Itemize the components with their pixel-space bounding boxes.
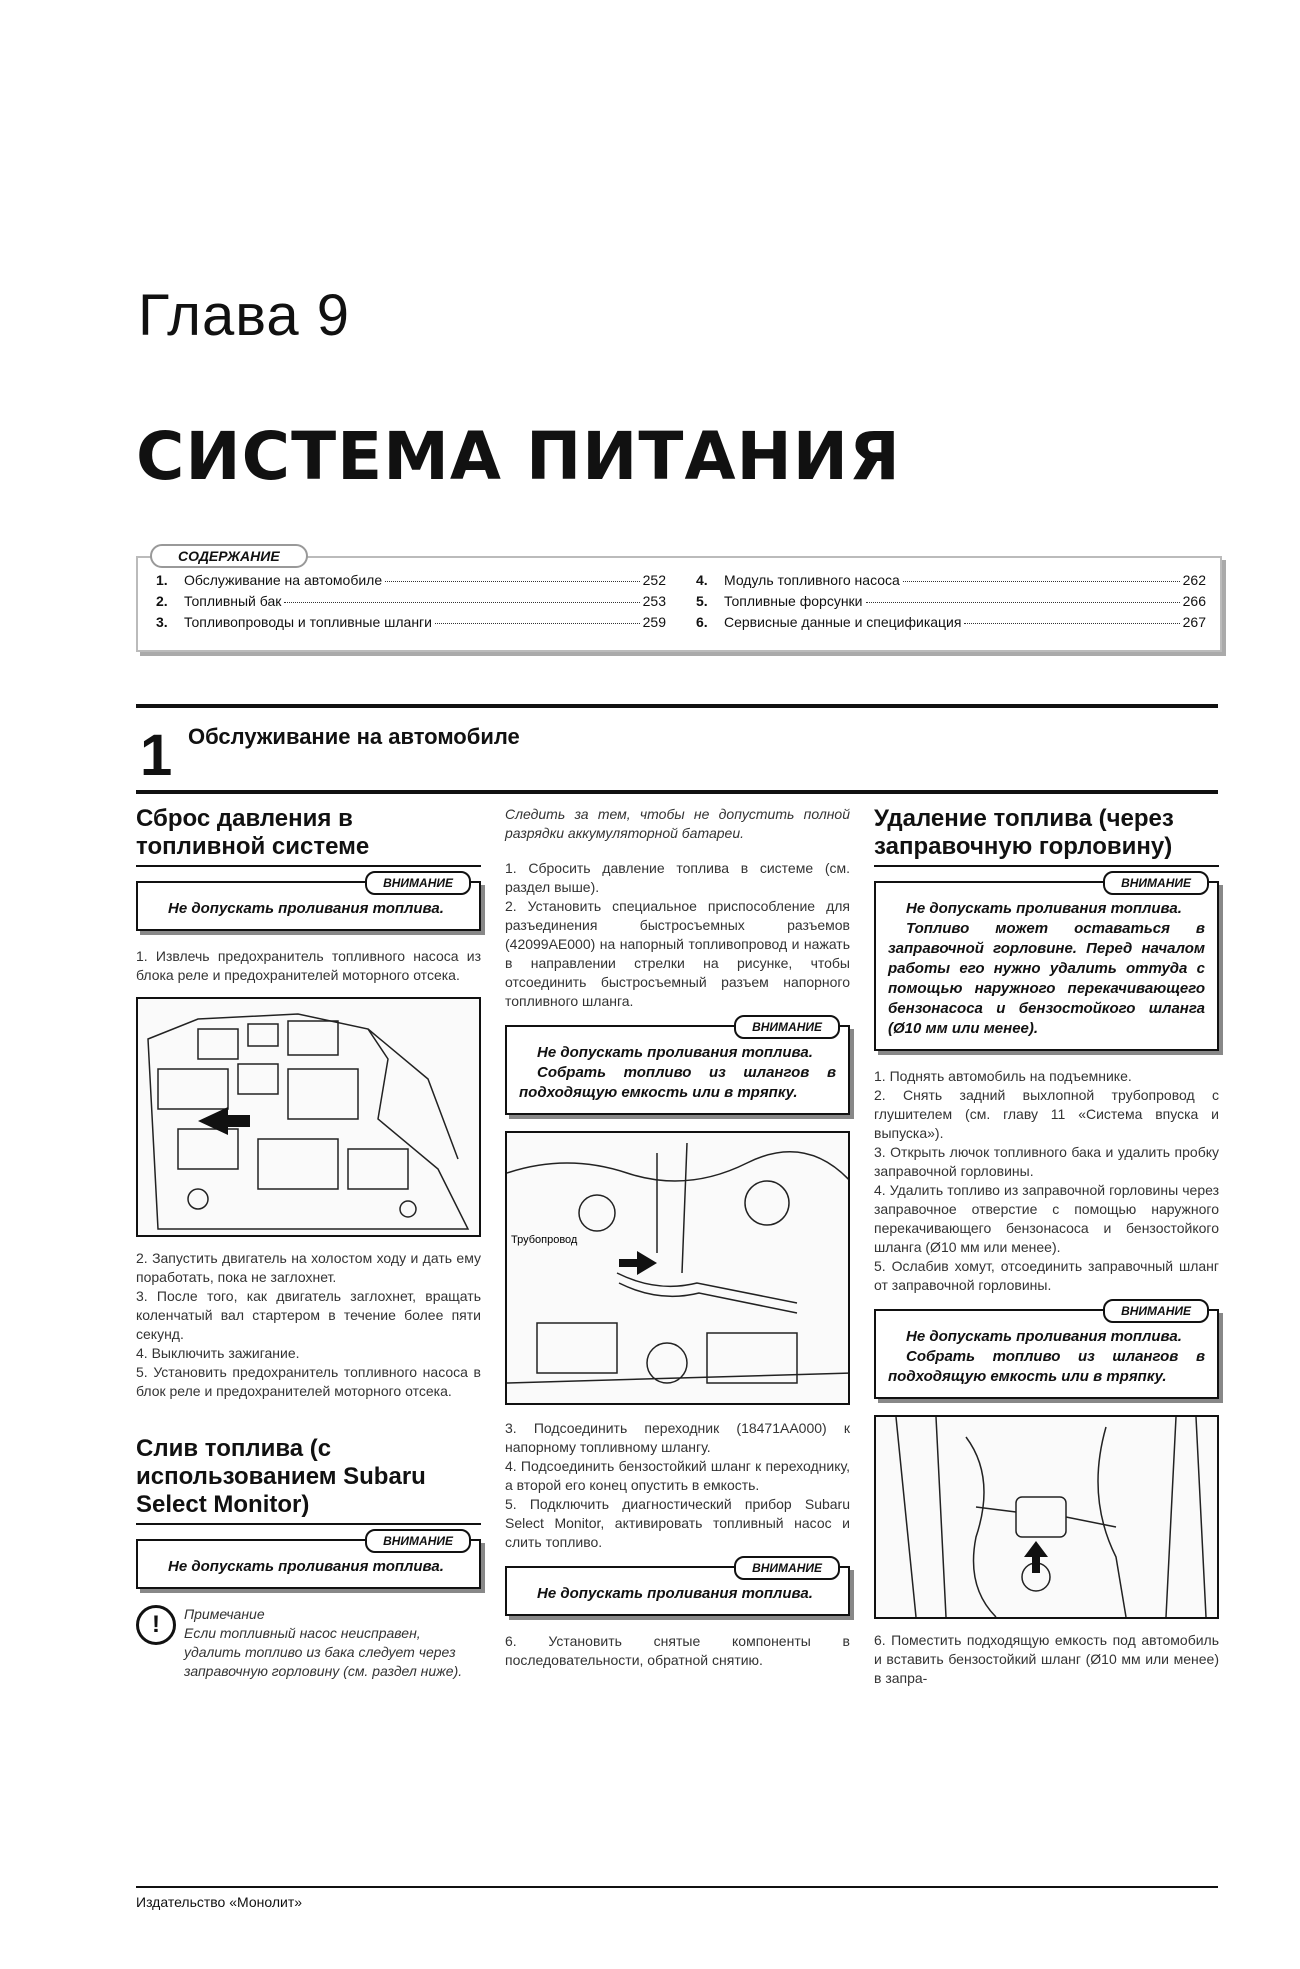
- toc-item[interactable]: 5. Топливные форсунки 266: [696, 593, 1206, 609]
- step: 1. Поднять автомобиль на подъемнике.: [874, 1068, 1132, 1084]
- warning-box: ВНИМАНИЕ Не допускать проливания топлива.: [136, 1539, 481, 1589]
- column-2: [505, 805, 850, 1670]
- warning-badge: ВНИМАНИЕ: [1103, 871, 1209, 895]
- step: 3. Подсоединить переходник (18471AA000) к напорному топливному шлангу.: [505, 1420, 850, 1455]
- table-of-contents: [136, 556, 1222, 652]
- step: 5. Подключить диагностический прибор Subaru Select Monitor, активировать топливный насос и слить топливо.: [505, 1496, 850, 1550]
- publisher-footer: Издательство «Монолит»: [136, 1894, 303, 1910]
- step: 4. Подсоединить бензостойкий шланг к переходнику, а второй его конец опустить в емкость.: [505, 1458, 850, 1493]
- chapter-title: СИСТЕМА ПИТАНИЯ: [136, 418, 901, 495]
- warning-box: ВНИМАНИЕ Не допускать проливания топлива. Топливо может оставаться в заправочной горловине. Перед началом работы его нужно удалить оттуда с помощью наружного перекачивающего бензонасоса и бензостойкого шланга (Ø10 мм или менее).: [874, 881, 1219, 1051]
- step: 4. Выключить зажигание.: [136, 1345, 300, 1361]
- warning-badge: ВНИМАНИЕ: [1103, 1299, 1209, 1323]
- arrow-icon: [619, 1251, 657, 1275]
- footer-rule: [136, 1886, 1218, 1888]
- toc-item[interactable]: 3. Топливопроводы и топливные шланги 259: [156, 614, 666, 630]
- warning-badge: ВНИМАНИЕ: [365, 1529, 471, 1553]
- step: 3. После того, как двигатель заглохнет, вращать коленчатый вал стартером в течение более пяти секунд.: [136, 1288, 481, 1342]
- column-3: [874, 805, 1219, 1688]
- figure-label: Трубопровод: [511, 1234, 578, 1246]
- chapter-number: Глава 9: [138, 283, 351, 348]
- step: 3. Открыть лючок топливного бака и удалить пробку заправочной горловины.: [874, 1144, 1219, 1179]
- step: 2. Установить специальное приспособление для разъединения быстросъемных разъемов (42099AE000) на напорный топливопровод и нажать в направлении стрелки на рисунке, чтобы отсоединить быстросъемный разъем напорного топливного шланга.: [505, 898, 850, 1009]
- step: 5. Ослабив хомут, отсоединить заправочный шланг от заправочной горловины.: [874, 1258, 1219, 1293]
- step: 1. Извлечь предохранитель топливного насоса из блока реле и предохранителей моторного отсека.: [136, 948, 481, 983]
- step: 2. Запустить двигатель на холостом ходу и дать ему поработать, пока не заглохнет.: [136, 1250, 481, 1285]
- exclamation-icon: !: [136, 1605, 176, 1645]
- section-title: Обслуживание на автомобиле: [188, 724, 520, 749]
- heading-fuel-removal: Удаление топлива (через заправочную горловину): [874, 805, 1219, 867]
- column-1: [136, 805, 481, 1681]
- arrow-icon: [198, 1107, 250, 1135]
- warning-badge: ВНИМАНИЕ: [734, 1015, 840, 1039]
- note-block: [136, 1605, 481, 1681]
- warning-box: ВНИМАНИЕ Не допускать проливания топлива.: [136, 881, 481, 931]
- arrow-icon: [1024, 1541, 1048, 1573]
- note-label: Примечание: [184, 1606, 265, 1622]
- warning-badge: ВНИМАНИЕ: [365, 871, 471, 895]
- figure-fuse-box: [136, 997, 481, 1237]
- section-number: 1: [140, 723, 173, 788]
- toc-item[interactable]: 1. Обслуживание на автомобиле 252: [156, 572, 666, 588]
- intro-note: Следить за тем, чтобы не допустить полной разрядки аккумуляторной батареи.: [505, 806, 850, 841]
- figure-fuel-line: [505, 1131, 850, 1405]
- step: 6. Поместить подходящую емкость под автомобиль и вставить бензостойкий шланг (Ø10 мм или менее) в запра-: [874, 1632, 1219, 1686]
- warning-badge: ВНИМАНИЕ: [734, 1556, 840, 1580]
- step: 5. Установить предохранитель топливного насоса в блок реле и предохранителей моторного отсека.: [136, 1364, 481, 1399]
- toc-item[interactable]: 2. Топливный бак 253: [156, 593, 666, 609]
- toc-item[interactable]: 6. Сервисные данные и спецификация 267: [696, 614, 1206, 630]
- step: 2. Снять задний выхлопной трубопровод с глушителем (см. главу 11 «Система впуска и выпуска»).: [874, 1087, 1219, 1141]
- figure-filler-neck: [874, 1415, 1219, 1619]
- heading-fuel-drain-monitor: Слив топлива (с использованием Subaru Select Monitor): [136, 1435, 481, 1525]
- heading-pressure-release: Сброс давления в топливной системе: [136, 805, 481, 867]
- warning-box: ВНИМАНИЕ Не допускать проливания топлива.: [505, 1566, 850, 1616]
- step: 1. Сбросить давление топлива в системе (см. раздел выше).: [505, 860, 850, 895]
- step: 6. Установить снятые компоненты в последовательности, обратной снятию.: [505, 1633, 850, 1668]
- step: 4. Удалить топливо из заправочной горловины через заправочное отверстие с помощью наружного перекачивающего бензонасоса и бензостойкого шланга (Ø10 мм или менее).: [874, 1182, 1219, 1255]
- warning-box: ВНИМАНИЕ Не допускать проливания топлива. Собрать топливо из шлангов в подходящую емкость или в тряпку.: [874, 1309, 1219, 1399]
- note-text: Если топливный насос неисправен, удалить топливо из бака следует через заправочную горловину (см. раздел ниже).: [184, 1625, 463, 1679]
- warning-box: ВНИМАНИЕ Не допускать проливания топлива. Собрать топливо из шлангов в подходящую емкость или в тряпку.: [505, 1025, 850, 1115]
- toc-label: СОДЕРЖАНИЕ: [150, 544, 308, 568]
- section-bottom-rule: [136, 790, 1218, 794]
- toc-item[interactable]: 4. Модуль топливного насоса 262: [696, 572, 1206, 588]
- section-top-rule: [136, 704, 1218, 708]
